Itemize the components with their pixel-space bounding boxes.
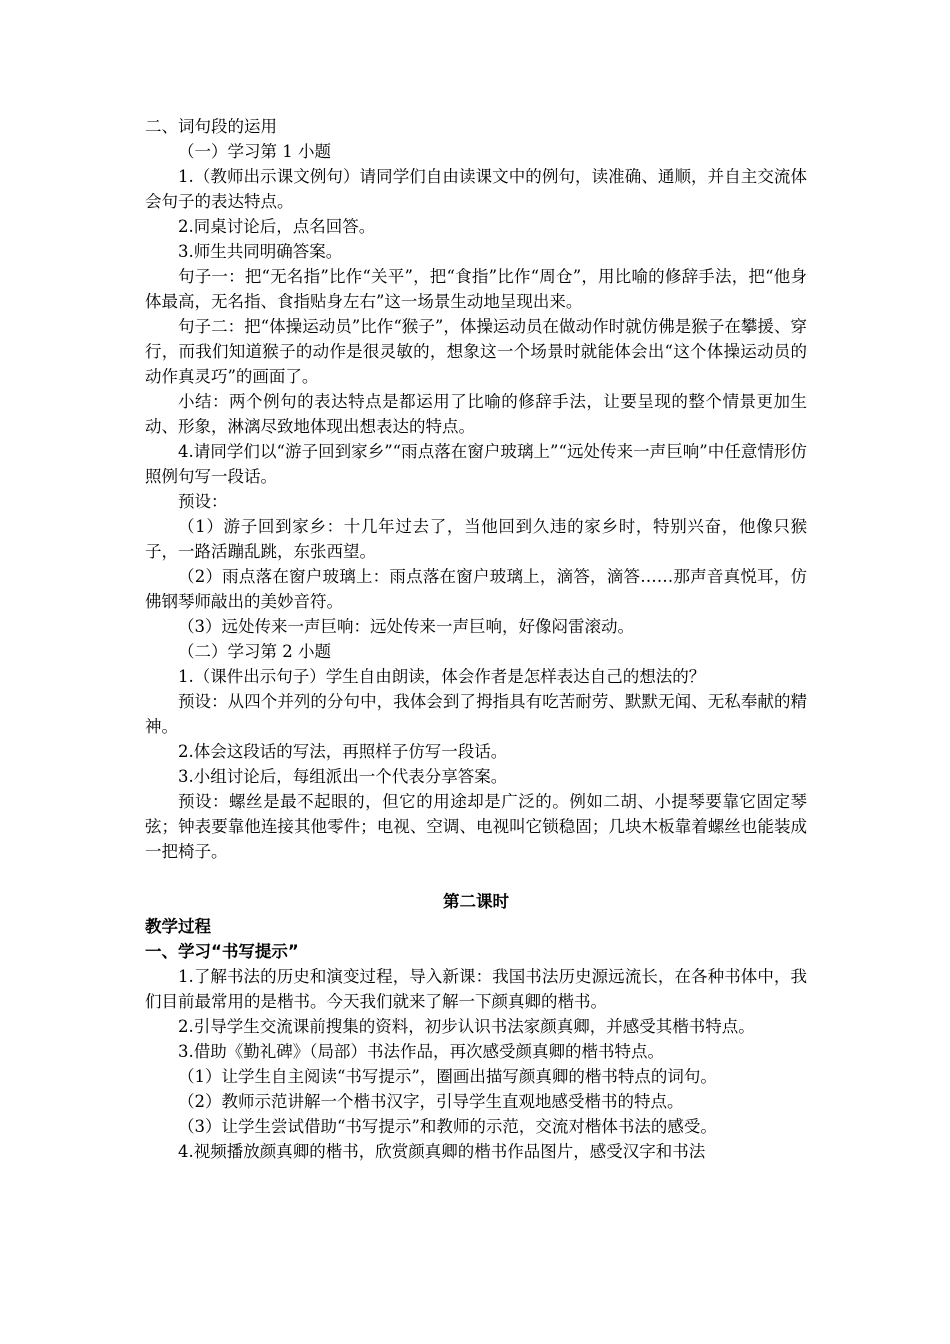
paragraph: 1.了解书法的历史和演变过程，导入新课：我国书法历史源远流长，在各种书体中，我们目前最常用的是楷书。今天我们就来了解一下颜真卿的楷书。 [145, 967, 807, 1011]
paragraph: 3.师生共同明确答案。 [178, 242, 343, 261]
paragraph: （1）游子回到家乡：十几年过去了，当他回到久违的家乡时，特别兴奋，他像只猴子，一路活蹦乱跳，东张西望。 [145, 517, 807, 561]
paragraph: 小结：两个例句的表达特点是都运用了比喻的修辞手法，让要呈现的整个情景更加生动、形象，淋漓尽致地体现出想表达的特点。 [145, 392, 807, 436]
paragraph: （3）远处传来一声巨响：远处传来一声巨响，好像闷雷滚动。 [178, 617, 634, 636]
paragraph: 1.（教师出示课文例句）请同学们自由读课文中的例句，读准确、通顺，并自主交流体会句子的表达特点。 [145, 167, 807, 211]
subsection-heading: （一）学习第 1 小题 [178, 142, 331, 161]
paragraph: 句子二：把“体操运动员”比作“猴子”，体操运动员在做动作时就仿佛是猴子在攀援、穿行，而我们知道猴子的动作是很灵敏的，想象这一个场景时就能体会出“这个体操运动员的动作真灵巧”的画面了。 [145, 317, 807, 386]
paragraph: 预设：螺丝是最不起眼的，但它的用途却是广泛的。例如二胡、小提琴要靠它固定琴弦；钟表要靠他连接其他零件；电视、空调、电视叫它锁稳固；几块木板靠着螺丝也能装成一把椅子。 [145, 792, 807, 861]
paragraph: 预设：从四个并列的分句中，我体会到了拇指具有吃苦耐劳、默默无闻、无私奉献的精神。 [145, 692, 807, 736]
paragraph: （2）雨点落在窗户玻璃上：雨点落在窗户玻璃上，滴答，滴答……那声音真悦耳，仿佛钢琴师敲出的美妙音符。 [145, 567, 807, 611]
paragraph: 3.借助《勤礼碑》（局部）书法作品，再次感受颜真卿的楷书特点。 [178, 1042, 664, 1061]
document-body [145, 114, 807, 1164]
paragraph: 2.同桌讨论后，点名回答。 [178, 217, 376, 236]
paragraph: 4.请同学们以“游子回到家乡”“雨点落在窗户玻璃上”“远处传来一声巨响”中任意情形仿照例句写一段话。 [145, 442, 807, 486]
paragraph: 2.体会这段话的写法，再照样子仿写一段话。 [178, 742, 508, 761]
paragraph: 3.小组讨论后，每组派出一个代表分享答案。 [178, 767, 508, 786]
paragraph: 1.（课件出示句子）学生自由朗读，体会作者是怎样表达自己的想法的？ [178, 667, 706, 686]
paragraph: （1）让学生自主阅读“书写提示”，圈画出描写颜真卿的楷书特点的词句。 [178, 1067, 717, 1086]
subsection-heading: （二）学习第 2 小题 [178, 642, 331, 661]
spacer [145, 864, 807, 889]
lesson-heading: 第二课时 [443, 892, 509, 911]
paragraph: （2）教师示范讲解一个楷书汉字，引导学生直观地感受楷书的特点。 [178, 1092, 684, 1111]
paragraph: 2.引导学生交流课前搜集的资料，初步认识书法家颜真卿，并感受其楷书特点。 [178, 1017, 755, 1036]
process-heading: 教学过程 [145, 917, 211, 936]
paragraph: 4.视频播放颜真卿的楷书，欣赏颜真卿的楷书作品图片，感受汉字和书法 [178, 1142, 706, 1161]
section-title: 二、词句段的运用 [145, 117, 277, 136]
paragraph: （3）让学生尝试借助“书写提示”和教师的示范，交流对楷体书法的感受。 [178, 1117, 717, 1136]
paragraph: 预设： [178, 492, 228, 511]
paragraph: 句子一：把“无名指”比作“关平”，把“食指”比作“周仓”，用比喻的修辞手法，把“他身体最高，无名指、食指贴身左右”这一场景生动地呈现出来。 [145, 267, 807, 311]
part-heading: 一、学习“书写提示” [145, 942, 299, 961]
